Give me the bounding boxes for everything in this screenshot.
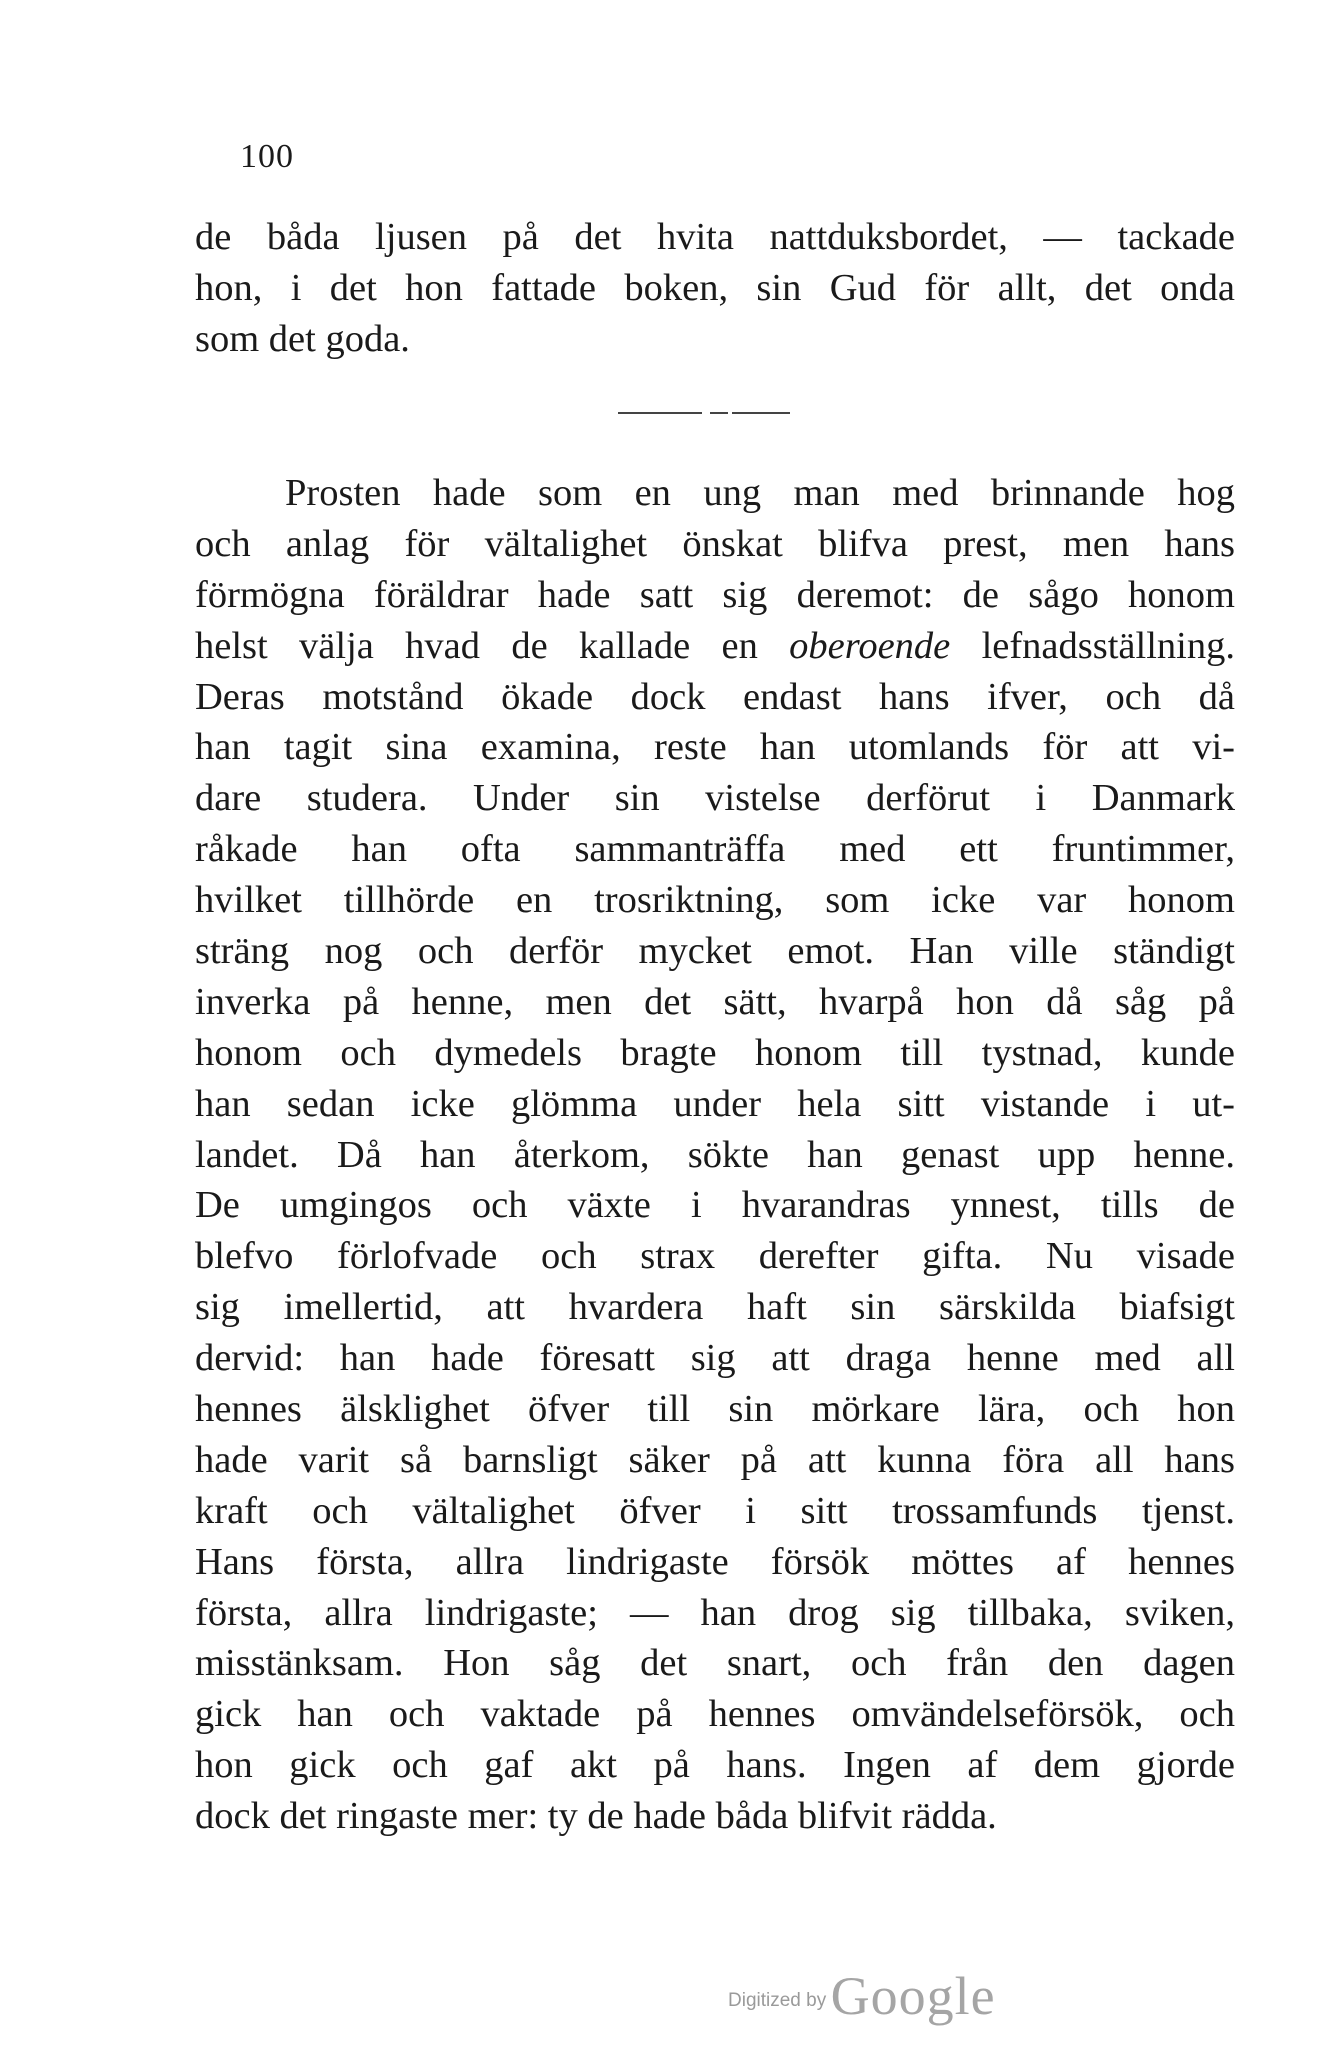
text-line: hvilket tillhörde en trosriktning, som icke var honom bbox=[195, 879, 1235, 922]
text-line: kraft och vältalighet öfver i sitt trossamfunds tjenst. bbox=[195, 1489, 1235, 1532]
text-line: hon, i det hon fattade boken, sin Gud för allt, det onda bbox=[195, 266, 1235, 309]
text-line: De umgingos och växte i hvarandras ynnest, tills de bbox=[195, 1184, 1235, 1227]
text-line: råkade han ofta sammanträffa med ett fruntimmer, bbox=[195, 828, 1235, 871]
text-line: sig imellertid, att hvardera haft sin särskilda biafsigt bbox=[195, 1286, 1235, 1329]
watermark-prefix: Digitized by bbox=[728, 1990, 827, 2011]
text-line: Deras motstånd ökade dock endast hans ifver, och då bbox=[195, 675, 1235, 718]
text-line: han tagit sina examina, reste han utomlands för att vi- bbox=[195, 726, 1235, 769]
paragraph-main bbox=[195, 468, 1235, 1842]
text-segment: helst välja hvad de kallade en bbox=[195, 624, 758, 667]
text-line: hade varit så barnsligt säker på att kunna föra all hans bbox=[195, 1438, 1235, 1481]
text-segment: lefnadsställning. bbox=[981, 624, 1235, 667]
text-line: honom och dymedels bragte honom till tystnad, kunde bbox=[195, 1031, 1235, 1074]
text-line: sträng nog och derför mycket emot. Han ville ständigt bbox=[195, 930, 1235, 973]
text-line: landet. Då han återkom, sökte han genast upp henne. bbox=[195, 1133, 1235, 1176]
text-line: hennes älsklighet öfver till sin mörkare lära, och hon bbox=[195, 1388, 1235, 1431]
text-line: dervid: han hade föresatt sig att draga henne med all bbox=[195, 1337, 1235, 1380]
text-line: misstänksam. Hon såg det snart, och från den dagen bbox=[195, 1642, 1235, 1685]
watermark-logo: Google bbox=[830, 1966, 996, 2026]
text-line: första, allra lindrigaste; — han drog sig tillbaka, sviken, bbox=[195, 1591, 1235, 1634]
text-line: som det goda. bbox=[195, 317, 410, 360]
text-line: Hans första, allra lindrigaste försök möttes af hennes bbox=[195, 1540, 1235, 1583]
text-line: blefvo förlofvade och strax derefter gifta. Nu visade bbox=[195, 1235, 1235, 1278]
text-line: han sedan icke glömma under hela sitt vistande i ut- bbox=[195, 1082, 1235, 1125]
text-line: Prosten hade som en ung man med brinnande hog bbox=[285, 472, 1235, 514]
digitization-watermark bbox=[728, 1965, 996, 2027]
text-line: dock det ringaste mer: ty de hade båda blifvit rädda. bbox=[195, 1795, 997, 1838]
section-separator bbox=[618, 412, 818, 414]
text-line: förmögna föräldrar hade satt sig deremot: de sågo honom bbox=[195, 573, 1235, 616]
text-line: hon gick och gaf akt på hans. Ingen af dem gjorde bbox=[195, 1744, 1235, 1787]
text-line: inverka på henne, men det sätt, hvarpå hon då såg på bbox=[195, 980, 1235, 1023]
emphasized-word: oberoende bbox=[789, 624, 951, 667]
text-line: och anlag för vältalighet önskat blifva prest, men hans bbox=[195, 522, 1235, 565]
page-number: 100 bbox=[240, 138, 294, 175]
paragraph-continuation bbox=[195, 212, 1235, 365]
text-line: gick han och vaktade på hennes omvändelseförsök, och bbox=[195, 1693, 1235, 1736]
text-line: dare studera. Under sin vistelse derförut i Danmark bbox=[195, 777, 1235, 820]
text-line-with-emphasis bbox=[195, 621, 1235, 672]
text-line: de båda ljusen på det hvita nattduksbordet, — tackade bbox=[195, 216, 1235, 258]
